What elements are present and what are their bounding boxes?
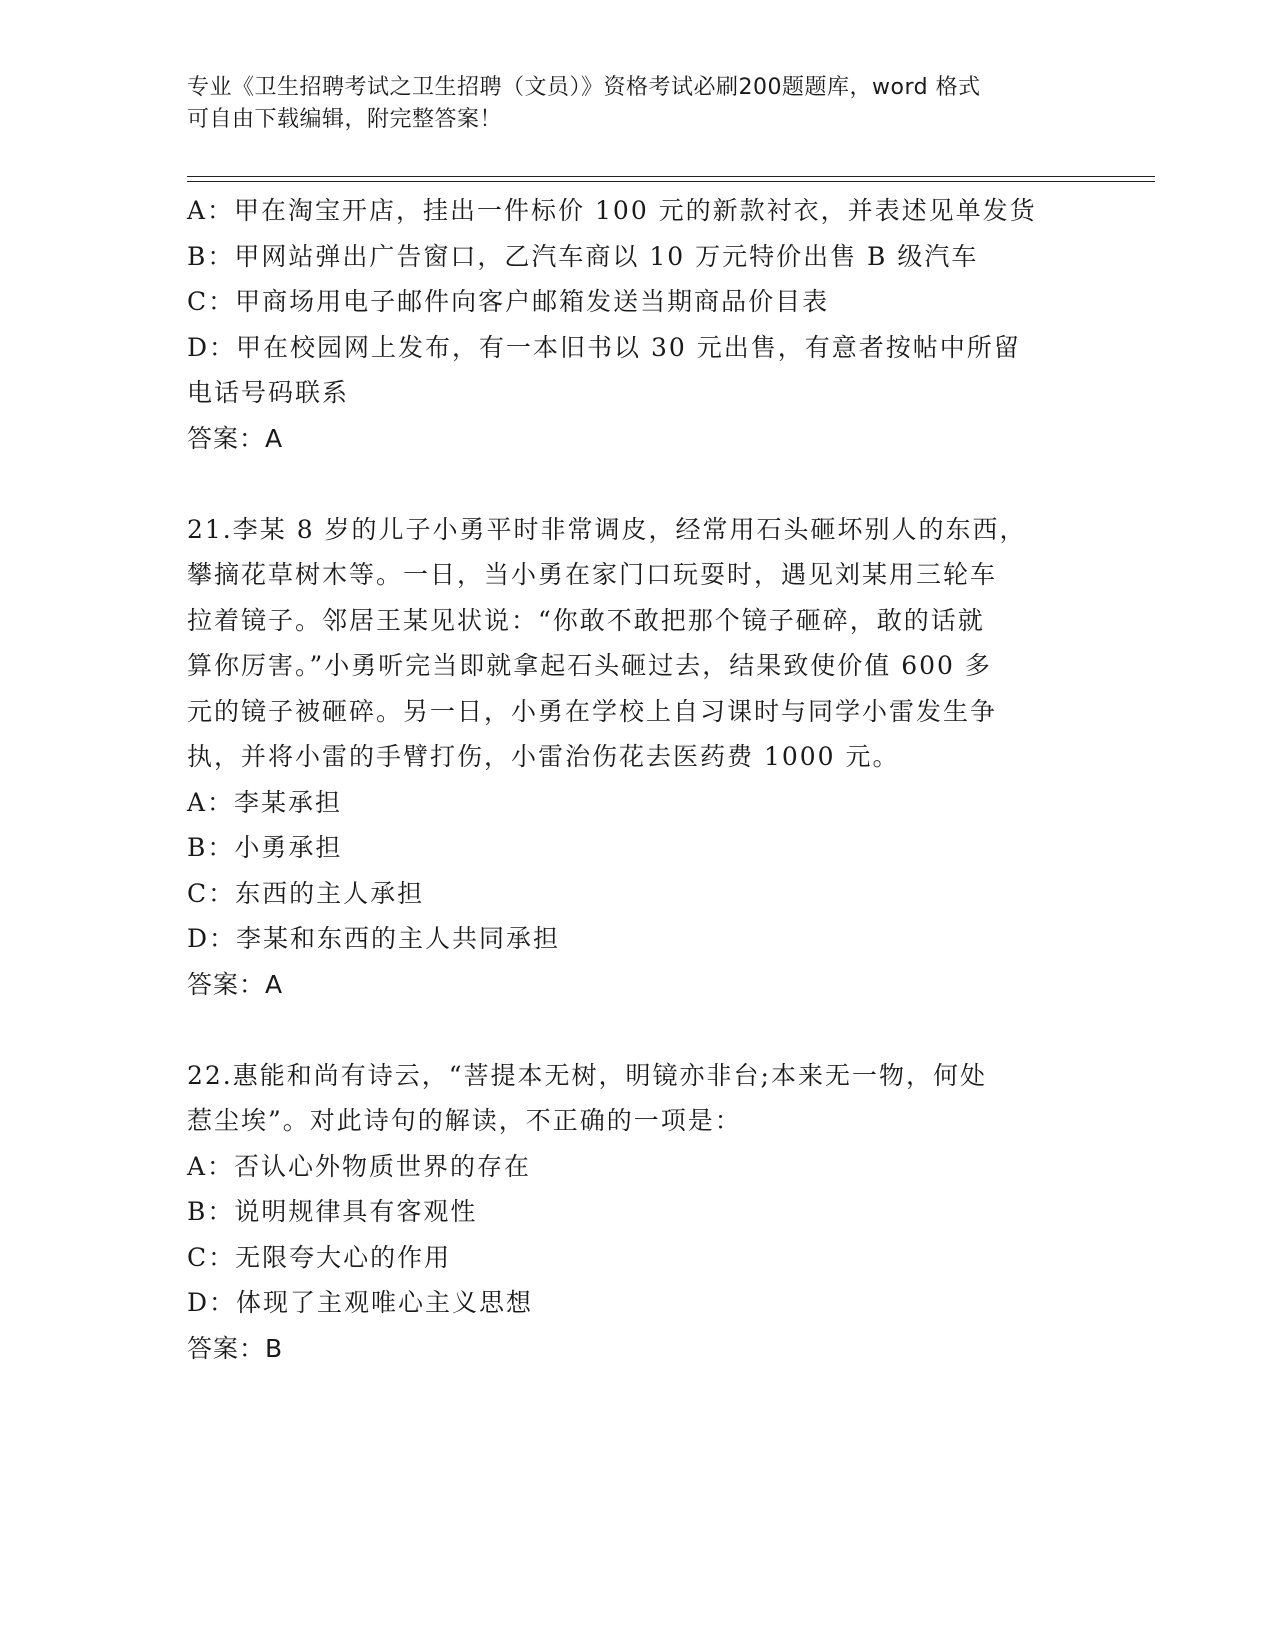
option-a: A：李某承担 (187, 787, 343, 817)
header-divider-thin (187, 176, 1155, 177)
option-a: A：甲在淘宝开店，挂出一件标价 100 元的新款衬衣，并表述见单发货 (187, 196, 1037, 225)
option-d: D：体现了主观唯心主义思想 (187, 1288, 534, 1317)
answer: 答案：A (187, 969, 284, 999)
question-stem: 算你厉害。”小勇听完当即就拿起石头砸过去，结果致使价值 600 多 (187, 651, 992, 680)
spacer (187, 1007, 1087, 1053)
header-divider-thick (187, 181, 1155, 182)
option-b: B：说明规律具有客观性 (187, 1197, 478, 1226)
question-stem: 执，并将小雷的手臂打伤，小雷治伤花去医药费 1000 元。 (187, 742, 900, 771)
header-line-2: 可自由下载编辑，附完整答案！ (187, 107, 503, 132)
answer: 答案：B (187, 1333, 284, 1363)
question-stem: 元的镜子被砸碎。另一日，小勇在学校上自习课时与同学小雷发生争 (187, 696, 998, 726)
document-header (187, 72, 1087, 136)
option-c: C：东西的主人承担 (187, 878, 425, 908)
header-line-1: 专业《卫生招聘考试之卫生招聘（文员）》资格考试必刷200题题库，word 格式 (187, 75, 981, 100)
question-20 (187, 188, 1087, 461)
question-stem: 22.惠能和尚有诗云，“菩提本无树，明镜亦非台;本来无一物，何处 (187, 1060, 987, 1090)
question-stem: 攀摘花草树木等。一日，当小勇在家门口玩耍时，遇见刘某用三轮车 (187, 560, 998, 589)
question-stem: 惹尘埃”。对此诗句的解读，不正确的一项是： (187, 1106, 742, 1135)
question-stem: 拉着镜子。邻居王某见状说：“你敢不敢把那个镜子砸碎，敢的话就 (187, 605, 985, 635)
question-22 (187, 1053, 1087, 1372)
option-d: D：甲在校园网上发布，有一本旧书以 30 元出售，有意者按帖中所留 (187, 332, 1021, 362)
option-d-continued: 电话号码联系 (187, 378, 350, 407)
option-c: C：无限夸大心的作用 (187, 1242, 452, 1272)
option-b: B：甲网站弹出广告窗口，乙汽车商以 10 万元特价出售 B 级汽车 (187, 241, 979, 271)
answer: 答案：A (187, 423, 284, 453)
question-stem: 21.李某 8 岁的儿子小勇平时非常调皮，经常用石头砸坏别人的东西， (187, 514, 1027, 544)
option-a: A：否认心外物质世界的存在 (187, 1151, 532, 1181)
option-d: D：李某和东西的主人共同承担 (187, 924, 561, 953)
option-b: B：小勇承担 (187, 833, 343, 862)
question-content (187, 188, 1087, 1371)
option-c: C：甲商场用电子邮件向客户邮箱发送当期商品价目表 (187, 287, 830, 316)
spacer (187, 461, 1087, 507)
question-21 (187, 507, 1087, 1008)
